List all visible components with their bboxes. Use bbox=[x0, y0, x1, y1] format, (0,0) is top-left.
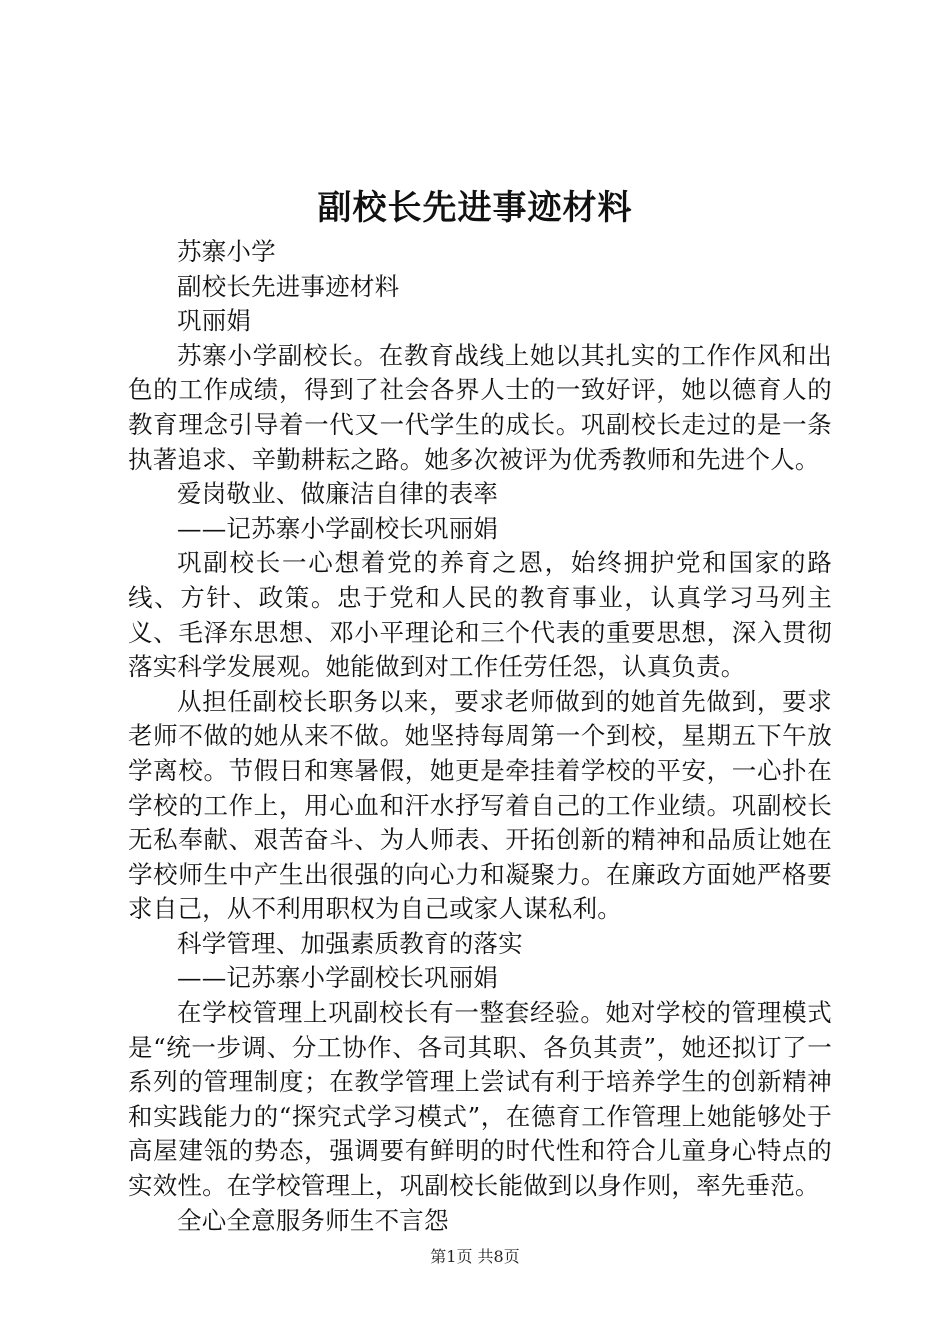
body-paragraph-1: 巩副校长一心想着党的养育之恩，始终拥护党和国家的路线、方针、政策。忠于党和人民的教育事业，认真学习马列主义、毛泽东思想、邓小平理论和三个代表的重要思想，深入贯彻落实科学发展观。她能做到对工作任劳任怨，认真负责。 bbox=[128, 548, 832, 682]
section-heading-1: 爱岗敬业、做廉洁自律的表率 bbox=[177, 479, 499, 509]
page-number-footer: 第1页 共8页 bbox=[430, 1247, 520, 1266]
school-name-line: 苏寨小学 bbox=[177, 237, 276, 266]
section-heading-3: 全心全意服务师生不言怨 bbox=[177, 1205, 449, 1235]
body-paragraph-3: 在学校管理上巩副校长有一整套经验。她对学校的管理模式是“统一步调、分工协作、各司其职、各负其责”，她还拟订了一系列的管理制度；在教学管理上尝试有利于培养学生的创新精神和实践能力的“探究式学习模式”，在德育工作管理上她能够处于高屋建瓴的势态，强调要有鲜明的时代性和符合儿童身心特点的实效性。在学校管理上，巩副校长能做到以身作则，率先垂范。 bbox=[128, 998, 832, 1201]
section-heading-2: 科学管理、加强素质教育的落实 bbox=[177, 928, 523, 958]
section-byline-1: ——记苏寨小学副校长巩丽娟 bbox=[177, 513, 499, 543]
page-title: 副校长先进事迹材料 bbox=[317, 188, 633, 228]
author-line: 巩丽娟 bbox=[177, 306, 252, 336]
intro-paragraph: 苏寨小学副校长。在教育战线上她以其扎实的工作作风和出色的工作成绩，得到了社会各界人士的一致好评，她以德育人的教育理念引导着一代又一代学生的成长。巩副校长走过的是一条执著追求、辛勤耕耘之路。她多次被评为优秀教师和先进个人。 bbox=[128, 340, 832, 474]
section-byline-2: ——记苏寨小学副校长巩丽娟 bbox=[177, 963, 499, 993]
body-paragraph-2: 从担任副校长职务以来，要求老师做到的她首先做到，要求老师不做的她从来不做。她坚持每周第一个到校，星期五下午放学离校。节假日和寒暑假，她更是牵挂着学校的平安，一心扑在学校的工作上，用心血和汗水抒写着自己的工作业绩。巩副校长无私奉献、艰苦奋斗、为人师表、开拓创新的精神和品质让她在学校师生中产生出很强的向心力和凝聚力。在廉政方面她严格要求自己，从不利用职权为自己或家人谋私利。 bbox=[128, 686, 832, 924]
subtitle-line: 副校长先进事迹材料 bbox=[177, 271, 400, 301]
document-body bbox=[128, 235, 832, 1238]
